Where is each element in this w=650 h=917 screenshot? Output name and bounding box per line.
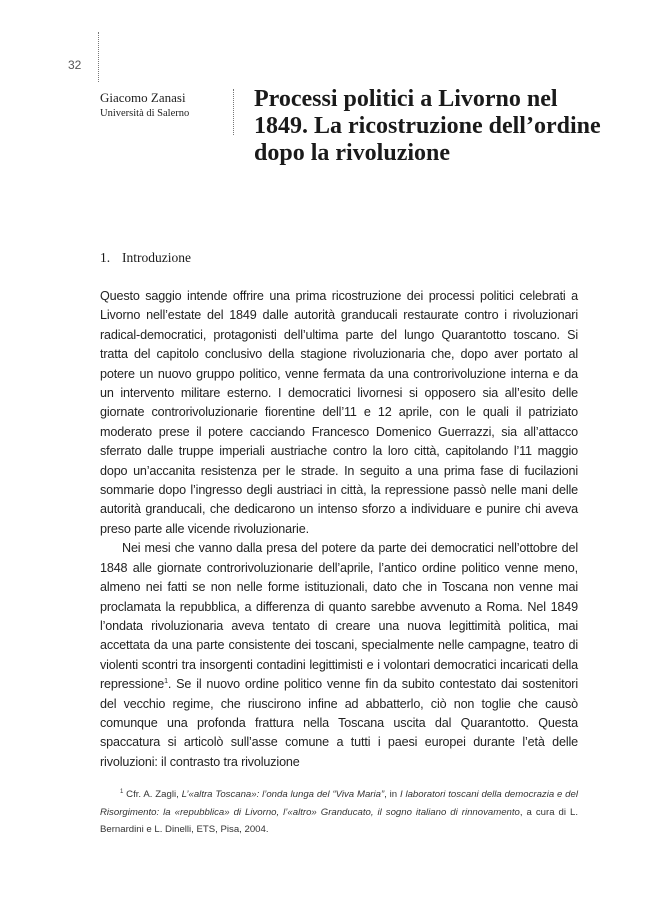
page-number: 32 — [68, 58, 82, 72]
footnote-cited-title-2: I laboratori toscani della democrazia e del Risorgimento: la «repubblica» di Livorno, l’«altro» Granducato, il sogno italiano di rinnovamento — [100, 789, 578, 818]
footnote-reference[interactable]: 1 — [164, 677, 168, 685]
paragraph-2 — [100, 539, 578, 772]
section-title: Introduzione — [122, 250, 191, 265]
section-number: 1. — [100, 250, 111, 265]
page-divider-line — [98, 32, 99, 82]
article-title: Processi politici a Livorno nel 1849. La ricostruzione dell’ordine dopo la rivoluzione — [254, 86, 601, 166]
paragraph-1: Questo saggio intende offrire una prima ricostruzione dei processi politici celebrati a Livorno nell’estate del 1849 dalle autorità granducali restaurate contro i rivoluzionari radical-democratici, protagonisti dell’ultima parte del lungo Quarantotto toscano. Si tratta del capitolo conclusivo della stagione rivoluzionaria che, dopo aver portato al potere un nuovo gruppo politico, venne fermata da una controrivoluzione interna e da un intervento militare esterno. I democratici livornesi si opposero sia all’esito delle giornate controrivoluzionarie fiorentine dell’11 e 12 aprile, con le quali il patriziato moderato prese il potere cacciando Francesco Domenico Guerrazzi, sia all’attacco sferrato dalle truppe imperiali austriache contro la loro città, capitolando l’11 maggio dopo un’accanita resistenza per le strade. In seguito a una prima fase di fucilazioni sommarie dopo l’ingresso degli austriaci in città, la repressione passò nelle mani delle autorità granducali, che dedicarono un intenso sforzo a individuare e punire chi aveva preso parte alle vicende rivoluzionarie. — [100, 289, 578, 536]
footnote-number: 1 — [120, 788, 124, 795]
footnote-prefix: Cfr. A. Zagli, — [123, 789, 182, 800]
footnote-cited-title-1: L’«altra Toscana»: l’onda lunga del “Viva Maria” — [181, 789, 385, 800]
footnote-mid: , in — [384, 789, 400, 800]
author-name: Giacomo Zanasi — [100, 90, 186, 105]
footnote-suffix: , a cura di L. Bernardini e L. Dinelli, ETS, Pisa, 2004. — [100, 806, 578, 835]
paragraph-2-part-2: . Se il nuovo ordine politico venne fin da subito contestato dai sostenitori del vecchio regime, che riuscirono infine ad abbatterlo, ciò non toglie che causò comunque una profonda frattura nella Toscana uscita dal Quarantotto. Questa spaccatura si articolò sull’asse comune a tutti i paesi europei durante l’età delle rivoluzioni: il contrasto tra rivoluzione — [100, 677, 578, 769]
author-affiliation: Università di Salerno — [100, 108, 190, 119]
paragraph-2-part-1: Nei mesi che vanno dalla presa del potere da parte dei democratici nell’ottobre del 1848 alle giornate controrivoluzionarie dell’aprile, l’antico ordine politico venne meno, almeno nei fatti se non nelle forme istituzionali, dato che in Toscana non venne mai proclamata la repubblica, a differenza di quanto sarebbe avvenuto a Roma. Nel 1849 l’ondata rivoluzionaria aveva tentato di creare una nuova legittimità politica, mai accettata da una parte consistente dei toscani, specialmente nelle campagne, teatro di violenti scontri tra insorgenti contadini legittimisti e i volontari democratici incaricati della repressione — [100, 541, 578, 692]
section-heading — [100, 250, 191, 266]
footnote — [100, 786, 578, 839]
title-divider-line — [233, 89, 234, 135]
body-text — [100, 287, 578, 772]
author-block — [100, 89, 235, 122]
